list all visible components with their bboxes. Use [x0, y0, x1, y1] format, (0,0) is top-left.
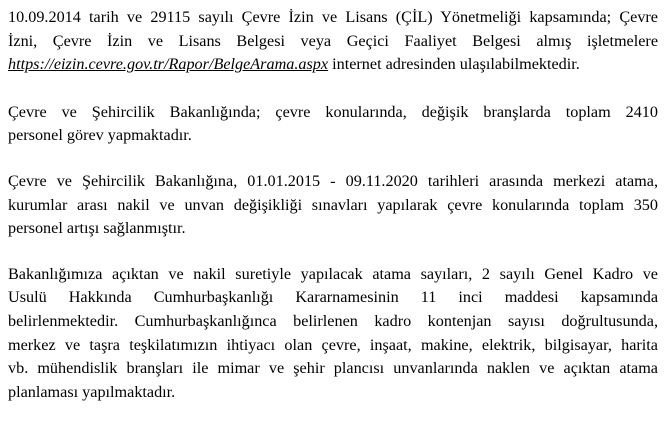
text-line: İzni, Çevre İzin ve Lisans Belgesi veya Geçici Faaliyet Belgesi almış işletmelere — [8, 31, 658, 50]
text-line: Bakanlığımıza açıktan ve nakil suretiyle yapılacak atama sayıları, 2 sayılı Genel Kadro ve — [8, 264, 658, 283]
text-line: 10.09.2014 tarih ve 29115 sayılı Çevre İzin ve Lisans (ÇİL) Yönetmeliği kapsamında; Çevre — [8, 8, 658, 26]
text-line: vb. mühendislik branşları ile mimar ve şehir plancısı unvanlarında naklen ve açıktan atama — [8, 359, 658, 378]
text-line: Çevre ve Şehircilik Bakanlığında; çevre konularında, değişik branşlarda toplam 2410 — [8, 102, 658, 121]
link-trailing-text: internet adresinden ulaşılabilmektedir. — [328, 55, 580, 74]
text-line: belirlenmektedir. Cumhurbaşkanlığınca belirlenen kadro kontenjan sayısı doğrultusunda, — [8, 311, 658, 330]
text-line: Çevre ve Şehircilik Bakanlığına, 01.01.2015 - 09.11.2020 tarihleri arasında merkezi atama, — [8, 171, 658, 190]
text-line: kurumlar arası nakil ve unvan değişikliği sınavları yapılarak çevre konularında toplam 350 — [8, 195, 658, 214]
belge-arama-link[interactable]: https://eizin.cevre.gov.tr/Rapor/BelgeArama.aspx — [8, 55, 329, 74]
paragraph-personnel-increase — [8, 170, 658, 241]
text-line: personel görev yapmaktadır. — [8, 126, 192, 145]
text-line: personel artışı sağlanmıştır. — [8, 219, 186, 238]
text-line: Usulü Hakkında Cumhurbaşkanlığı Kararnamesinin 11 inci maddesi kapsamında — [8, 288, 658, 307]
paragraph-cil-regulation — [8, 6, 658, 77]
text-line-with-link — [8, 53, 658, 77]
text-line: planlaması yapılmaktadır. — [8, 382, 176, 401]
document-page — [8, 6, 658, 404]
paragraph-personnel-count — [8, 101, 658, 148]
text-line: merkez ve taşra teşkilatımızın ihtiyacı olan çevre, inşaat, makine, elektrik, bilgisayar, harita — [8, 335, 658, 354]
paragraph-appointment-planning — [8, 263, 658, 405]
